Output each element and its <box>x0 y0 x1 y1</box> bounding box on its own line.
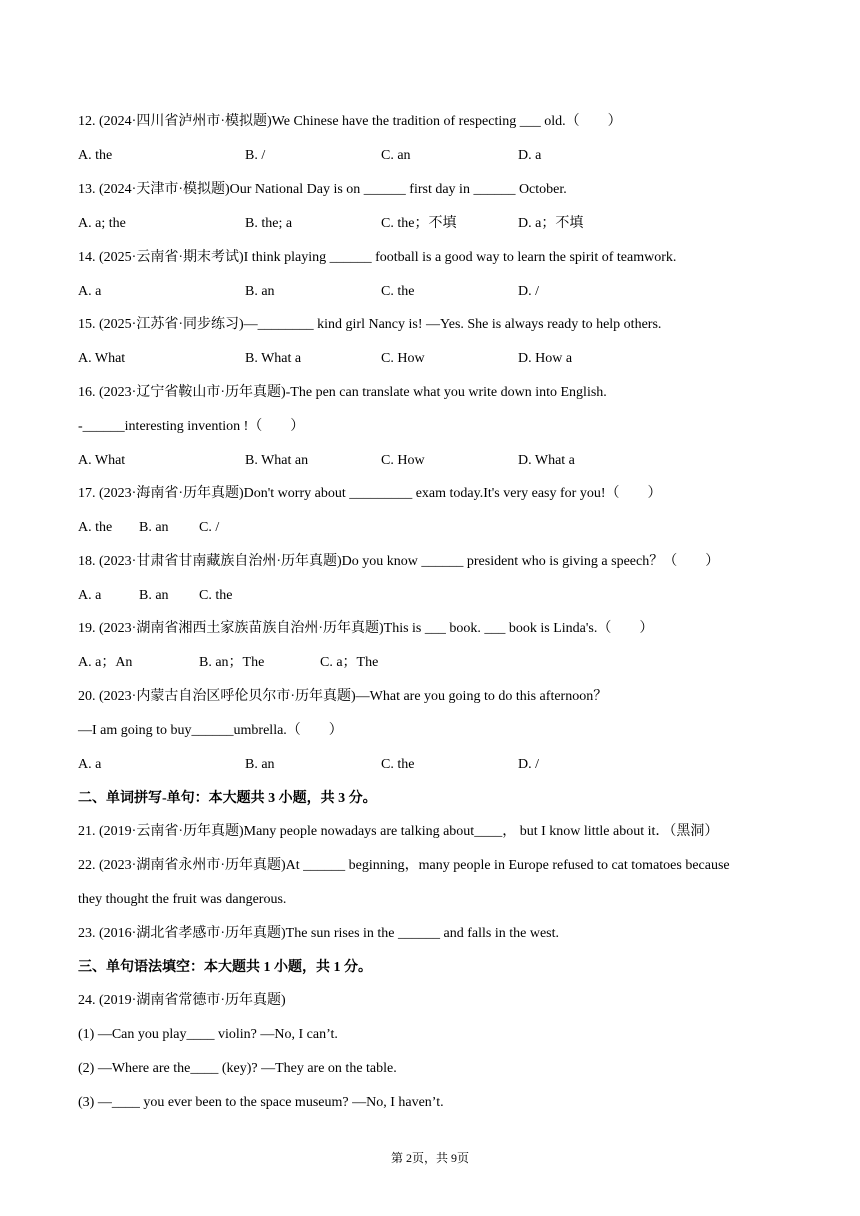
page-footer: 第 2页，共 9页 <box>390 1151 469 1165</box>
question-15-stem: 15. (2025·江苏省·同步练习)—________ kind girl Nancy is! —Yes. She is always ready to help others. <box>78 317 662 332</box>
option-c: C. the <box>381 757 415 772</box>
option-a: A. a；An <box>78 655 133 670</box>
question-23: 23. (2016·湖北省孝感市·历年真题)The sun rises in the ______ and falls in the west. <box>78 926 559 941</box>
option-b: B. / <box>245 148 266 163</box>
option-b: B. an <box>245 284 275 299</box>
option-d: D. / <box>518 757 539 772</box>
option-b: B. What a <box>245 351 302 366</box>
question-16-stem-continued: -______interesting invention !（ ） <box>78 419 305 434</box>
option-c: C. How <box>381 351 425 366</box>
section-2-heading: 二、单词拼写-单句：本大题共 3 小题，共 3 分。 <box>78 791 377 806</box>
option-a: A. the <box>78 520 113 535</box>
question-17-stem: 17. (2023·海南省·历年真题)Don't worry about _________ exam today.It's very easy for you!（ ） <box>78 486 662 501</box>
option-b: B. an <box>139 520 169 535</box>
question-24: 24. (2019·湖南省常德市·历年真题) <box>78 993 286 1008</box>
question-13-stem: 13. (2024·天津市·模拟题)Our National Day is on ______ first day in ______ October. <box>78 182 567 197</box>
option-a: A. What <box>78 453 126 468</box>
question-18-stem: 18. (2023·甘肃省甘南藏族自治州·历年真题)Do you know ______ president who is giving a speech？（ ） <box>78 554 720 569</box>
question-24-sub-3: (3) —____ you ever been to the space museum? —No, I haven’t. <box>78 1095 444 1110</box>
question-24-sub-2: (2) —Where are the____ (key)? —They are on the table. <box>78 1061 397 1076</box>
option-a: A. a; the <box>78 216 126 231</box>
option-a: A. a <box>78 588 102 603</box>
question-12-stem: 12. (2024·四川省泸州市·模拟题)We Chinese have the tradition of respecting ___ old.（ ） <box>78 114 622 129</box>
question-21: 21. (2019·云南省·历年真题)Many people nowadays are talking about____， but I know little about it．（黑洞） <box>78 824 719 839</box>
question-24-sub-1: (1) —Can you play____ violin? —No, I can’t. <box>78 1027 338 1042</box>
section-3-heading: 三、单句语法填空：本大题共 1 小题，共 1 分。 <box>78 960 372 975</box>
question-20-stem: 20. (2023·内蒙古自治区呼伦贝尔市·历年真题)—What are you going to do this afternoon？ <box>78 689 608 704</box>
option-c: C. How <box>381 453 425 468</box>
option-d: D. / <box>518 284 539 299</box>
option-b: B. What an <box>245 453 309 468</box>
option-d: D. a <box>518 148 542 163</box>
option-a: A. a <box>78 284 102 299</box>
question-14-stem: 14. (2025·云南省·期末考试)I think playing ______ football is a good way to learn the spirit of teamwork. <box>78 250 677 265</box>
question-22-continued: they thought the fruit was dangerous. <box>78 892 287 907</box>
option-c: C. the；不填 <box>381 216 457 231</box>
option-d: D. How a <box>518 351 573 366</box>
option-b: B. an；The <box>199 655 265 670</box>
option-a: A. What <box>78 351 126 366</box>
option-d: D. What a <box>518 453 575 468</box>
option-b: B. an <box>139 588 169 603</box>
option-c: C. an <box>381 148 411 163</box>
option-b: B. an <box>245 757 275 772</box>
option-c: C. the <box>381 284 415 299</box>
question-22: 22. (2023·湖南省永州市·历年真题)At ______ beginning，many people in Europe refused to cat tomatoes because <box>78 858 730 873</box>
option-c: C. the <box>199 588 233 603</box>
option-d: D. a；不填 <box>518 216 584 231</box>
option-b: B. the; a <box>245 216 293 231</box>
option-a: A. the <box>78 148 113 163</box>
question-19-stem: 19. (2023·湖南省湘西土家族苗族自治州·历年真题)This is ___ book. ___ book is Linda's.（ ） <box>78 621 654 636</box>
question-20-stem-continued: —I am going to buy______umbrella.（ ） <box>78 723 343 738</box>
option-c: C. / <box>199 520 220 535</box>
option-c: C. a；The <box>320 655 379 670</box>
option-a: A. a <box>78 757 102 772</box>
question-16-stem: 16. (2023·辽宁省鞍山市·历年真题)-The pen can translate what you write down into English. <box>78 385 607 400</box>
